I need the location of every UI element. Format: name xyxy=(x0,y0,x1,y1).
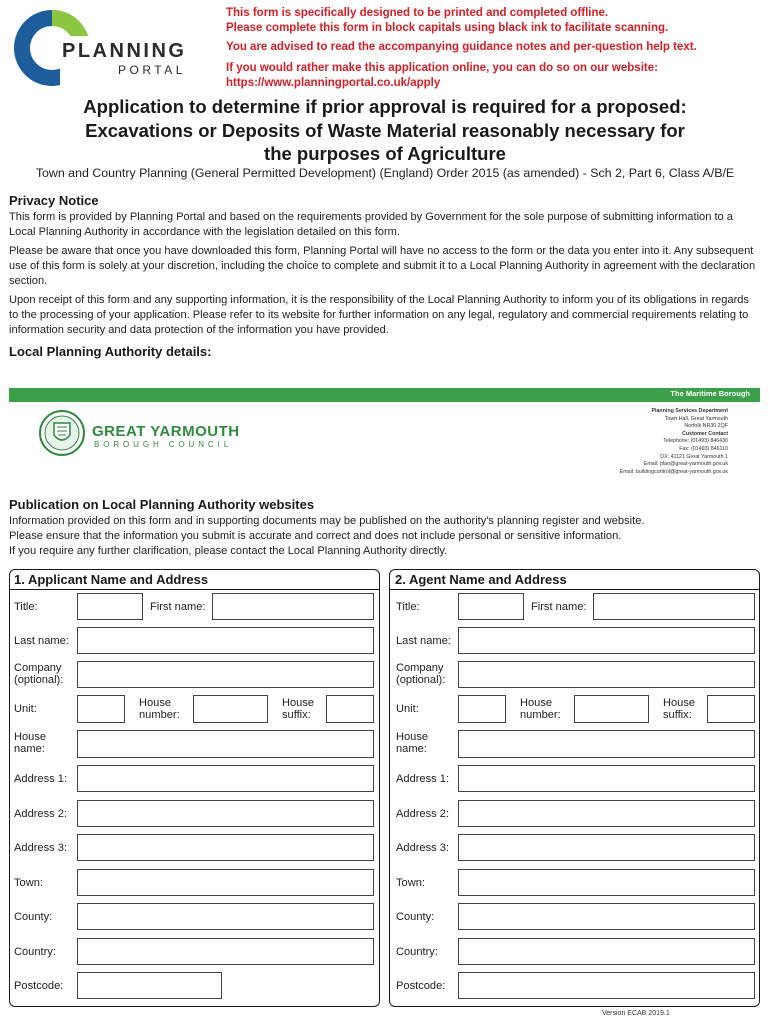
notice-guidance: You are advised to read the accompanying guidance notes and per-question help text. xyxy=(226,41,697,53)
lpa-contact-line: Telephone: (01493) 846430 xyxy=(663,438,728,445)
applicant-county-label: County: xyxy=(14,911,53,923)
agent-company-label-2: (optional): xyxy=(396,674,446,686)
agent-address2-label: Address 2: xyxy=(396,808,450,820)
applicant-country-input[interactable] xyxy=(77,938,374,965)
agent-town-label: Town: xyxy=(396,877,425,889)
agent-first-name-label: First name: xyxy=(531,601,587,613)
brand-line2: PORTAL xyxy=(118,63,186,77)
applicant-house-suffix-label-2: suffix: xyxy=(282,709,311,721)
page-title xyxy=(0,95,770,166)
publication-line-2: Please ensure that the information you submit is accurate and correct and does not include personal or sensitive information. xyxy=(9,530,622,542)
applicant-house-suffix-label-1: House xyxy=(282,697,315,709)
privacy-paragraph-2: Please be aware that once you have downloaded this form, Planning Portal will have no access to the form or the data you enter into it. Any subsequent use of this form is solely at your discretion, including the choice to complete and submit it to a Local Planning Authority in agreement with the declaration section. xyxy=(9,245,756,287)
applicant-house-number-label-2: number: xyxy=(139,709,180,721)
applicant-address3-label: Address 3: xyxy=(14,842,68,854)
agent-county-label: County: xyxy=(396,911,435,923)
applicant-address2-label: Address 2: xyxy=(14,808,68,820)
privacy-paragraph-1: This form is provided by Planning Portal and based on the requirements provided by Government for the sole purpose of submitting information to a Local Planning Authority in accordance with the legislation detailed on this form. xyxy=(9,211,733,238)
notice-offline: This form is specifically designed to be printed and completed offline. xyxy=(226,7,609,19)
agent-house-name-input[interactable] xyxy=(458,730,755,758)
publication-heading: Publication on Local Planning Authority websites xyxy=(9,497,315,512)
applicant-unit-input[interactable] xyxy=(77,695,125,723)
applicant-town-input[interactable] xyxy=(77,869,374,896)
agent-house-number-label-2: number: xyxy=(520,709,561,721)
applicant-house-name-label-1: House xyxy=(14,731,47,743)
applicant-house-suffix-input[interactable] xyxy=(326,695,374,723)
version-label: Version ECAB 2019.1 xyxy=(602,1010,670,1017)
privacy-heading: Privacy Notice xyxy=(9,193,99,208)
lpa-contact-line: Norfolk NR30 2QF xyxy=(684,423,728,430)
applicant-title-input[interactable] xyxy=(77,593,143,620)
agent-last-name-input[interactable] xyxy=(458,627,755,654)
applicant-address3-input[interactable] xyxy=(77,834,374,861)
council-name: GREAT YARMOUTH xyxy=(92,423,240,440)
apply-link[interactable]: https://www.planningportal.co.uk/apply xyxy=(226,77,441,89)
applicant-postcode-label: Postcode: xyxy=(14,980,64,992)
agent-house-suffix-label-1: House xyxy=(663,697,696,709)
applicant-last-name-label: Last name: xyxy=(14,635,69,647)
applicant-heading: 1. Applicant Name and Address xyxy=(14,572,209,587)
lpa-contact-line: Customer Contact xyxy=(682,430,728,437)
agent-title-label: Title: xyxy=(396,601,420,613)
applicant-divider xyxy=(9,589,380,590)
agent-house-suffix-input[interactable] xyxy=(707,695,755,723)
privacy-paragraph-3: Upon receipt of this form and any supporting information, it is the responsibility of the Local Planning Authority to inform you of its obligations in regards to the processing of your application. Please refer to its website for further information on any legal, regulatory and commercial requirements relating to information security and data protection of the information you have provided. xyxy=(9,294,749,336)
agent-divider xyxy=(389,589,760,590)
notice-block-capitals: Please complete this form in block capitals using black ink to facilitate scanning. xyxy=(226,22,669,34)
title-line2: Excavations or Deposits of Waste Material reasonably necessary for xyxy=(85,119,685,141)
brand-line1: PLANNING xyxy=(62,40,187,62)
agent-town-input[interactable] xyxy=(458,869,755,896)
agent-house-suffix-label-2: suffix: xyxy=(663,709,692,721)
applicant-last-name-input[interactable] xyxy=(77,627,374,654)
applicant-first-name-label: First name: xyxy=(150,601,206,613)
agent-house-number-input[interactable] xyxy=(574,695,649,723)
agent-house-name-label-1: House xyxy=(396,731,429,743)
lpa-contact-block xyxy=(528,408,728,476)
agent-postcode-label: Postcode: xyxy=(396,980,446,992)
applicant-house-name-label-2: name: xyxy=(14,743,45,755)
agent-postcode-input[interactable] xyxy=(458,972,755,999)
applicant-company-input[interactable] xyxy=(77,661,374,688)
agent-country-input[interactable] xyxy=(458,938,755,965)
applicant-unit-label: Unit: xyxy=(14,703,37,715)
agent-house-number-label-1: House xyxy=(520,697,553,709)
lpa-banner-text: The Maritime Borough xyxy=(670,389,750,398)
applicant-title-label: Title: xyxy=(14,601,38,613)
legislation-subtitle: Town and Country Planning (General Permitted Development) (England) Order 2015 (as amended) - Sch 2, Part 6, Class A/B/E xyxy=(35,166,735,180)
agent-company-label-1: Company xyxy=(396,662,444,674)
agent-last-name-label: Last name: xyxy=(396,635,451,647)
applicant-town-label: Town: xyxy=(14,877,43,889)
council-crest-icon xyxy=(38,409,86,457)
applicant-address1-label: Address 1: xyxy=(14,773,68,785)
agent-unit-label: Unit: xyxy=(396,703,419,715)
publication-line-1: Information provided on this form and in supporting documents may be published on the authority's planning register and website. xyxy=(9,515,645,527)
agent-unit-input[interactable] xyxy=(458,695,506,723)
applicant-first-name-input[interactable] xyxy=(212,593,374,620)
agent-address1-input[interactable] xyxy=(458,765,755,792)
title-line1: Application to determine if prior approval is required for a proposed: xyxy=(83,96,687,117)
lpa-contact-line: Town Hall, Great Yarmouth xyxy=(664,415,728,422)
agent-title-input[interactable] xyxy=(458,593,524,620)
lpa-heading: Local Planning Authority details: xyxy=(9,344,212,359)
agent-address1-label: Address 1: xyxy=(396,773,450,785)
applicant-company-label-1: Company xyxy=(14,662,62,674)
lpa-contact-line: Planning Services Department xyxy=(651,408,728,414)
lpa-banner xyxy=(9,388,760,402)
applicant-postcode-input[interactable] xyxy=(77,972,222,999)
council-subname: BOROUGH COUNCIL xyxy=(94,440,233,449)
lpa-contact-line: Email: plan@great-yarmouth.gov.uk xyxy=(643,461,728,468)
applicant-house-name-input[interactable] xyxy=(77,730,374,758)
agent-country-label: Country: xyxy=(396,946,438,958)
title-line3: the purposes of Agriculture xyxy=(264,143,506,164)
agent-address2-input[interactable] xyxy=(458,800,755,827)
agent-heading: 2. Agent Name and Address xyxy=(395,572,567,587)
lpa-contact-line: Fax: (01493) 846110 xyxy=(679,445,728,452)
agent-house-name-label-2: name: xyxy=(396,743,427,755)
applicant-county-input[interactable] xyxy=(77,903,374,930)
applicant-address1-input[interactable] xyxy=(77,765,374,792)
applicant-house-number-label-1: House xyxy=(139,697,172,709)
publication-line-3: If you require any further clarification, please contact the Local Planning Authority directly. xyxy=(9,545,448,557)
agent-address3-input[interactable] xyxy=(458,834,755,861)
agent-county-input[interactable] xyxy=(458,903,755,930)
applicant-country-label: Country: xyxy=(14,946,56,958)
agent-first-name-input[interactable] xyxy=(593,593,755,620)
applicant-company-label-2: (optional): xyxy=(14,674,64,686)
lpa-contact-line: DX: 41121 Great Yarmouth 1 xyxy=(660,453,728,460)
applicant-house-number-input[interactable] xyxy=(193,695,268,723)
agent-company-input[interactable] xyxy=(458,661,755,688)
applicant-address2-input[interactable] xyxy=(77,800,374,827)
notice-online: If you would rather make this application online, you can do so on our website: xyxy=(226,62,658,74)
agent-address3-label: Address 3: xyxy=(396,842,450,854)
lpa-contact-line: Email: buildingcontrol@great-yarmouth.gov.uk xyxy=(619,468,728,475)
